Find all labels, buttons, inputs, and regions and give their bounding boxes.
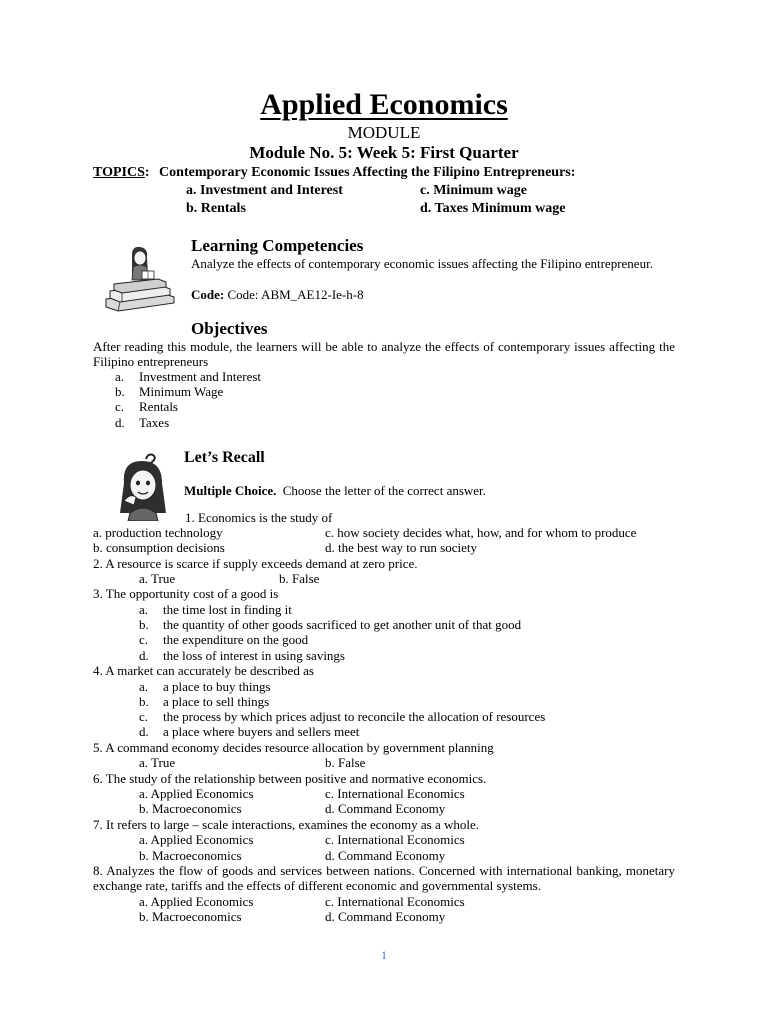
question-stem: 5. A command economy decides resource allocation by government planning: [93, 740, 494, 755]
option-letter: a.: [139, 602, 149, 617]
answer-option: d. Command Economy: [325, 909, 446, 924]
question-stem: 7. It refers to large – scale interactions, examines the economy as a whole.: [93, 817, 480, 832]
topic-item: b. Rentals: [186, 201, 246, 216]
reading-girl-illustration: [102, 247, 182, 317]
answer-option: d. the best way to run society: [325, 540, 477, 555]
question-stem: 1. Economics is the study of: [185, 510, 333, 525]
option-letter: a.: [139, 679, 149, 694]
recall-heading: Let’s Recall: [184, 449, 265, 466]
question-stem: 4. A market can accurately be described as: [93, 663, 314, 678]
answer-option: b. False: [279, 571, 320, 586]
answer-option: b. Macroeconomics: [139, 848, 242, 863]
answer-option: c. how society decides what, how, and for whom to produce: [325, 525, 637, 540]
answer-option: c. International Economics: [325, 832, 465, 847]
instruction-label: Multiple Choice.: [184, 483, 277, 498]
answer-option: b. False: [325, 755, 366, 770]
answer-option: a. Applied Economics: [139, 786, 254, 801]
instruction-text: Choose the letter of the correct answer.: [282, 483, 486, 498]
answer-option: a place to sell things: [163, 694, 270, 709]
answer-option: b. Macroeconomics: [139, 801, 242, 816]
objective-letter: a.: [115, 369, 125, 384]
answer-option: the process by which prices adjust to reconcile the allocation of resources: [163, 709, 546, 724]
answer-option: a place to buy things: [163, 679, 271, 694]
objectives-intro: After reading this module, the learners will be able to analyze the effects of contemporary issues affecting the Filipino entrepreneurs: [93, 339, 675, 370]
answer-option: the expenditure on the good: [163, 632, 309, 647]
objective-item: Taxes: [139, 415, 170, 430]
answer-option: c. International Economics: [325, 894, 465, 909]
topic-item: d. Taxes Minimum wage: [420, 201, 566, 216]
answer-option: the loss of interest in using savings: [163, 648, 345, 663]
question-stem: 2. A resource is scarce if supply exceeds demand at zero price.: [93, 556, 418, 571]
topics-text: Contemporary Economic Issues Affecting the Filipino Entrepreneurs:: [159, 165, 576, 180]
answer-option: c. International Economics: [325, 786, 465, 801]
module-line: Module No. 5: Week 5: First Quarter: [249, 143, 519, 162]
answer-option: a. Applied Economics: [139, 832, 254, 847]
question-stem: 3. The opportunity cost of a good is: [93, 586, 279, 601]
objective-letter: b.: [115, 384, 125, 399]
answer-option: a. True: [139, 571, 176, 586]
objective-item: Rentals: [139, 399, 178, 414]
topic-item: a. Investment and Interest: [186, 183, 343, 198]
option-letter: d.: [139, 648, 149, 663]
learning-competencies-text: Analyze the effects of contemporary economic issues affecting the Filipino entrepreneur.: [191, 256, 653, 271]
option-letter: b.: [139, 617, 149, 632]
answer-option: a. production technology: [93, 525, 223, 540]
answer-option: a. True: [139, 755, 176, 770]
objective-item: Minimum Wage: [139, 384, 224, 399]
learning-competencies-heading: Learning Competencies: [191, 236, 364, 255]
document-subtitle: MODULE: [347, 123, 421, 142]
competency-code: [191, 287, 364, 302]
option-letter: d.: [139, 724, 149, 739]
topics-label: TOPICS: [93, 165, 145, 180]
objective-item: Investment and Interest: [139, 369, 262, 384]
answer-option: the time lost in finding it: [163, 602, 292, 617]
objective-letter: d.: [115, 415, 125, 430]
answer-option: the quantity of other goods sacrificed to get another unit of that good: [163, 617, 522, 632]
answer-option: a. Applied Economics: [139, 894, 254, 909]
answer-option: d. Command Economy: [325, 801, 446, 816]
recall-instruction: [184, 483, 486, 498]
question-stem: 6. The study of the relationship between positive and normative economics.: [93, 771, 487, 786]
answer-option: d. Command Economy: [325, 848, 446, 863]
objective-letter: c.: [115, 399, 125, 414]
page-number: 1: [381, 948, 387, 962]
thinking-girl-illustration: [112, 453, 178, 521]
topic-item: c. Minimum wage: [420, 183, 527, 198]
option-letter: c.: [139, 632, 149, 647]
objectives-heading: Objectives: [191, 319, 268, 338]
code-value: Code: ABM_AE12-Ie-h-8: [227, 287, 364, 302]
document-title: Applied Economics: [260, 88, 508, 121]
option-letter: c.: [139, 709, 149, 724]
question-stem: 8. Analyzes the flow of goods and services between nations. Concerned with international banking, monetary exchange rate, tariffs and the effects of different economic and governmental systems.: [93, 863, 675, 894]
option-letter: b.: [139, 694, 149, 709]
topics-line: TOPICS: Contemporary Economic Issues Affecting the Filipino Entrepreneurs:: [93, 165, 576, 180]
answer-option: a place where buyers and sellers meet: [163, 724, 360, 739]
answer-option: b. Macroeconomics: [139, 909, 242, 924]
code-label: Code:: [191, 287, 225, 302]
answer-option: b. consumption decisions: [93, 540, 225, 555]
